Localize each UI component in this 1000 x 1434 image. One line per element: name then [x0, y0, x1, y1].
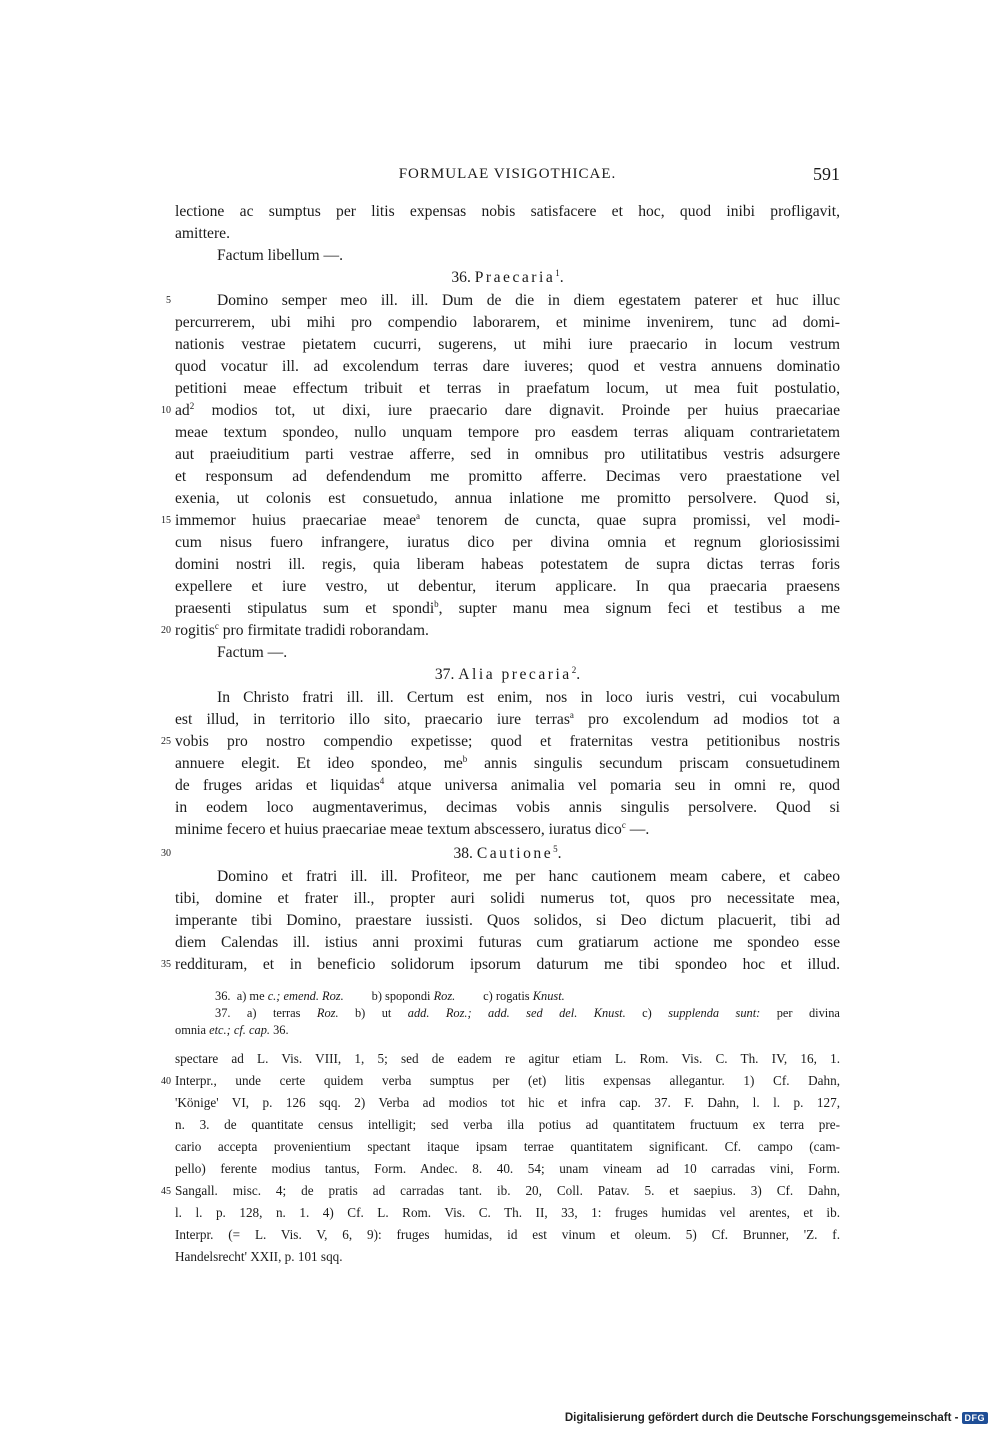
- text-line: Domino semper meo ill. ill. Dum de die in diem egestatem paterer et huc illuc: [217, 292, 840, 309]
- footnote-ref: 5: [553, 843, 558, 854]
- text-line: exenia, ut colonis est consuetudo, annua inlatione me promitto persolvere. Quod si,: [175, 490, 840, 507]
- funding-footer: [565, 1410, 988, 1426]
- line-number: 20: [161, 625, 171, 636]
- section-title: Alia precaria: [458, 666, 572, 683]
- line-number: 25: [161, 736, 171, 747]
- line-number: 40: [161, 1076, 171, 1087]
- note-line: Interpr. (= L. Vis. V, 6, 9): fruges humidas, id est vinum et oleum. 5) Cf. Brunner, 'Z. f.: [175, 1227, 840, 1242]
- text-line: [175, 753, 840, 775]
- footnote-ref: a: [569, 709, 574, 720]
- apparatus-entry: c.; emend. Roz.: [267, 989, 344, 1003]
- note-line: 'Könige' VI, p. 126 sqq. 2) Verba ad modios tot hic et infra cap. 37. F. Dahn, l. l. p. 127,: [175, 1095, 840, 1110]
- text-line: in eodem loco augmentaverimus, decimas vobis annis singulis persolvere. Quod si: [175, 799, 840, 816]
- apparatus-entry: etc.; cf. cap.: [209, 1023, 270, 1037]
- section-heading-36: 36. Praecaria$^1$.: [451, 267, 564, 286]
- apparatus-number: 36.: [215, 989, 231, 1003]
- apparatus-line: [215, 988, 840, 1005]
- text-span: annuere elegit. Et ideo spondeo, me: [175, 755, 463, 772]
- line-number: 45: [161, 1186, 171, 1197]
- text-line: amittere.: [175, 225, 230, 242]
- text-line: [175, 598, 840, 620]
- line-number: 15: [161, 515, 171, 526]
- text-line: meae textum spondeo, nullo unquam tempore pro easdem terras aliquam contrarietatem: [175, 424, 840, 441]
- note-line: n. 3. de quantitate census intelligit; sed verba illa potius ad quantitatem fructuum ex terra pre-: [175, 1117, 840, 1132]
- text-line: [175, 510, 840, 532]
- apparatus-entry: b) spopondi: [371, 989, 431, 1003]
- apparatus-entry: c): [642, 1006, 652, 1020]
- running-header: [175, 166, 840, 190]
- text-line: domini nostri ill. regis, quia liberam habeas potestatem de supra dictas terras foris: [175, 556, 840, 573]
- text-line: imperante tibi Domino, praestare iussisti. Quos solidos, si Deo dictum placuerit, tibi ad: [175, 912, 840, 929]
- footnote-ref: a: [416, 510, 421, 521]
- text-line: diem Calendas ill. istius anni proximi futuras cum gratiarum actione me spondeo esse: [175, 934, 840, 951]
- text-line: [175, 620, 840, 642]
- apparatus-number: 37.: [215, 1006, 231, 1020]
- text-line: aut praeiuditium parti vestrae afferre, sed in omnibus pro utilitatibus vestris adsurgere: [175, 446, 840, 463]
- text-span: pro excolendum ad modios tot a: [573, 711, 840, 728]
- text-line: [175, 819, 840, 841]
- text-line: [175, 400, 840, 422]
- text-span: modios tot, ut dixi, iure praecario dare dignavit. Proinde per huius praecariae: [194, 402, 840, 419]
- section-heading-37: 37. Alia precaria$^2$.: [434, 664, 581, 683]
- text-span: rogitis: [175, 622, 215, 639]
- text-line: tibi, domine et frater ill., propter auri solidi numerus tot, quos pro necessitate mea,: [175, 890, 840, 907]
- text-span: est illud, in territorio illo sito, praecario iure terras: [175, 711, 570, 728]
- apparatus-entry: Knust.: [532, 989, 565, 1003]
- text-line: [175, 709, 840, 731]
- apparatus-entry: omnia: [175, 1023, 206, 1037]
- line-number: 5: [166, 295, 171, 306]
- text-line: lectione ac sumptus per litis expensas nobis satisfacere et hoc, quod inibi profligavit,: [175, 203, 840, 220]
- note-line: Sangall. misc. 4; de pratis ad carradas tant. ib. 20, Coll. Patav. 5. et saepius. 3) Cf. Dahn,: [175, 1183, 840, 1198]
- text-line: expellere et iure vestro, ut debentur, iterum applicare. In qua praecaria praesens: [175, 578, 840, 595]
- footnote-ref: c: [214, 620, 219, 631]
- note-line: spectare ad L. Vis. VIII, 1, 5; sed de eadem re agitur etiam L. Rom. Vis. C. Th. IV, 16, 1.: [175, 1051, 840, 1066]
- apparatus-entry: a) terras: [246, 1006, 301, 1020]
- section-number: 37.: [434, 666, 455, 683]
- text-span: minime fecero et huius praecariae meae textum abscessero, iuratus dico: [175, 821, 622, 838]
- apparatus-entry: Roz.: [433, 989, 456, 1003]
- text-span: atque universa animalia vel pomaria seu in omni re, quod: [384, 777, 840, 794]
- text-line: Domino et fratri ill. ill. Profiteor, me per hanc cautionem meam cabere, et cabeo: [217, 868, 840, 885]
- text-span: ad: [175, 402, 190, 419]
- apparatus-entry: b) ut: [354, 1006, 392, 1020]
- text-line: petitioni meae effectum tribuit et terras in praefatum locum, ut mea fuit postulatio,: [175, 380, 840, 397]
- note-line: l. l. p. 128, n. 1. 4) Cf. L. Rom. Vis. C. Th. II, 33, 1: fruges humidas vel arentes, et ib.: [175, 1205, 840, 1220]
- text-span: tenorem de cuncta, quae supra promissi, vel modi-: [420, 512, 840, 529]
- footnote-ref: 2: [571, 664, 577, 675]
- text-span: annis singulis secundum priscam consuetudinem: [467, 755, 840, 772]
- note-line: Handelsrecht' XXII, p. 101 sqq.: [175, 1249, 343, 1264]
- text-line: vobis pro nostro compendio expetisse; quod et fraternitas vestra petitionibus nostris: [175, 733, 840, 750]
- text-span: de fruges aridas et liquidas: [175, 777, 380, 794]
- text-span: immemor huius praecariae meae: [175, 512, 417, 529]
- text-line: et responsum ad defendendum me promitto afferre. Decimas vero praestatione vel: [175, 468, 840, 485]
- note-line: Interpr., unde certe quidem verba sumptus per (et) litis expensas allegantur. 1) Cf. Dahn,: [175, 1073, 840, 1088]
- text-line: [175, 775, 840, 797]
- footnote-ref: b: [462, 753, 468, 764]
- funding-text: Digitalisierung gefördert durch die Deutsche Forschungsgemeinschaft -: [564, 1412, 959, 1424]
- text-line: In Christo fratri ill. ill. Certum est enim, nos in loco iuris vestri, cui vocabulum: [217, 689, 840, 706]
- text-line: quod vocatur ill. ad excolendum terras dare iuveres; quod et vestra annuens dominatio: [175, 358, 840, 375]
- section-heading-38: 38. Cautione$^5$.: [453, 843, 562, 862]
- apparatus-entry: c) rogatis: [483, 989, 530, 1003]
- text-line: Factum —.: [217, 644, 288, 661]
- line-number: 10: [161, 405, 171, 416]
- text-line: cum nisus fuero infrangere, iuratus dico per divina omnia et regnum gloriosissimi: [175, 534, 840, 551]
- text-line: percurrerem, ubi mihi pro compendio laborarem, et minime invenirem, tunc ad domi-: [175, 314, 840, 331]
- text-line: nationis vestrae pietatem cucurri, sugerens, ut mihi iure praecario in locum vestrum: [175, 336, 840, 353]
- footnote-ref: 4: [379, 775, 385, 786]
- footnote-ref: b: [434, 598, 439, 609]
- text-line: reddituram, et in beneficio solidorum ipsorum daturum me tibi spondeo hoc et illud.: [175, 956, 840, 973]
- apparatus-entry: Roz.: [316, 1006, 339, 1020]
- apparatus-entry: add. Roz.; add. sed del. Knust.: [407, 1006, 626, 1020]
- footnote-ref: 1: [555, 267, 560, 278]
- apparatus-line: [215, 1005, 840, 1022]
- page-number: 591: [813, 164, 840, 184]
- section-number: 38.: [453, 845, 473, 862]
- text-span: praesenti stipulatus sum et spondi: [175, 600, 435, 617]
- text-line: Factum libellum —.: [217, 247, 344, 264]
- note-line: cario accepta provenientium spectant itaque ipsam terrae quantitatem significant. Cf. campo (cam-: [175, 1139, 840, 1154]
- section-number: 36.: [451, 269, 471, 286]
- apparatus-entry: supplenda sunt:: [668, 1006, 761, 1020]
- dfg-logo: DFG: [962, 1412, 989, 1424]
- note-line: pello) ferente modius tantus, Form. Andec. 8. 40. 54; unam vineam ad 10 carradas vini, Form.: [175, 1161, 840, 1176]
- text-span: pro firmitate tradidi roborandam.: [218, 622, 429, 639]
- section-title: Cautione: [476, 845, 554, 862]
- running-title: FORMULAE VISIGOTHICAE.: [398, 166, 617, 182]
- text-span: , supter manu mea signum feci et testibus a me: [438, 600, 840, 617]
- apparatus-entry: a) me: [236, 989, 265, 1003]
- apparatus-entry: per divina: [776, 1006, 840, 1020]
- section-title: Praecaria: [474, 269, 556, 286]
- apparatus-entry: 36.: [273, 1023, 289, 1037]
- line-number: 35: [161, 959, 171, 970]
- line-number: 30: [161, 848, 171, 859]
- apparatus-line: [175, 1022, 840, 1039]
- footnote-ref: c: [621, 819, 626, 830]
- footnote-ref: 2: [189, 400, 195, 411]
- text-span: —.: [625, 821, 650, 838]
